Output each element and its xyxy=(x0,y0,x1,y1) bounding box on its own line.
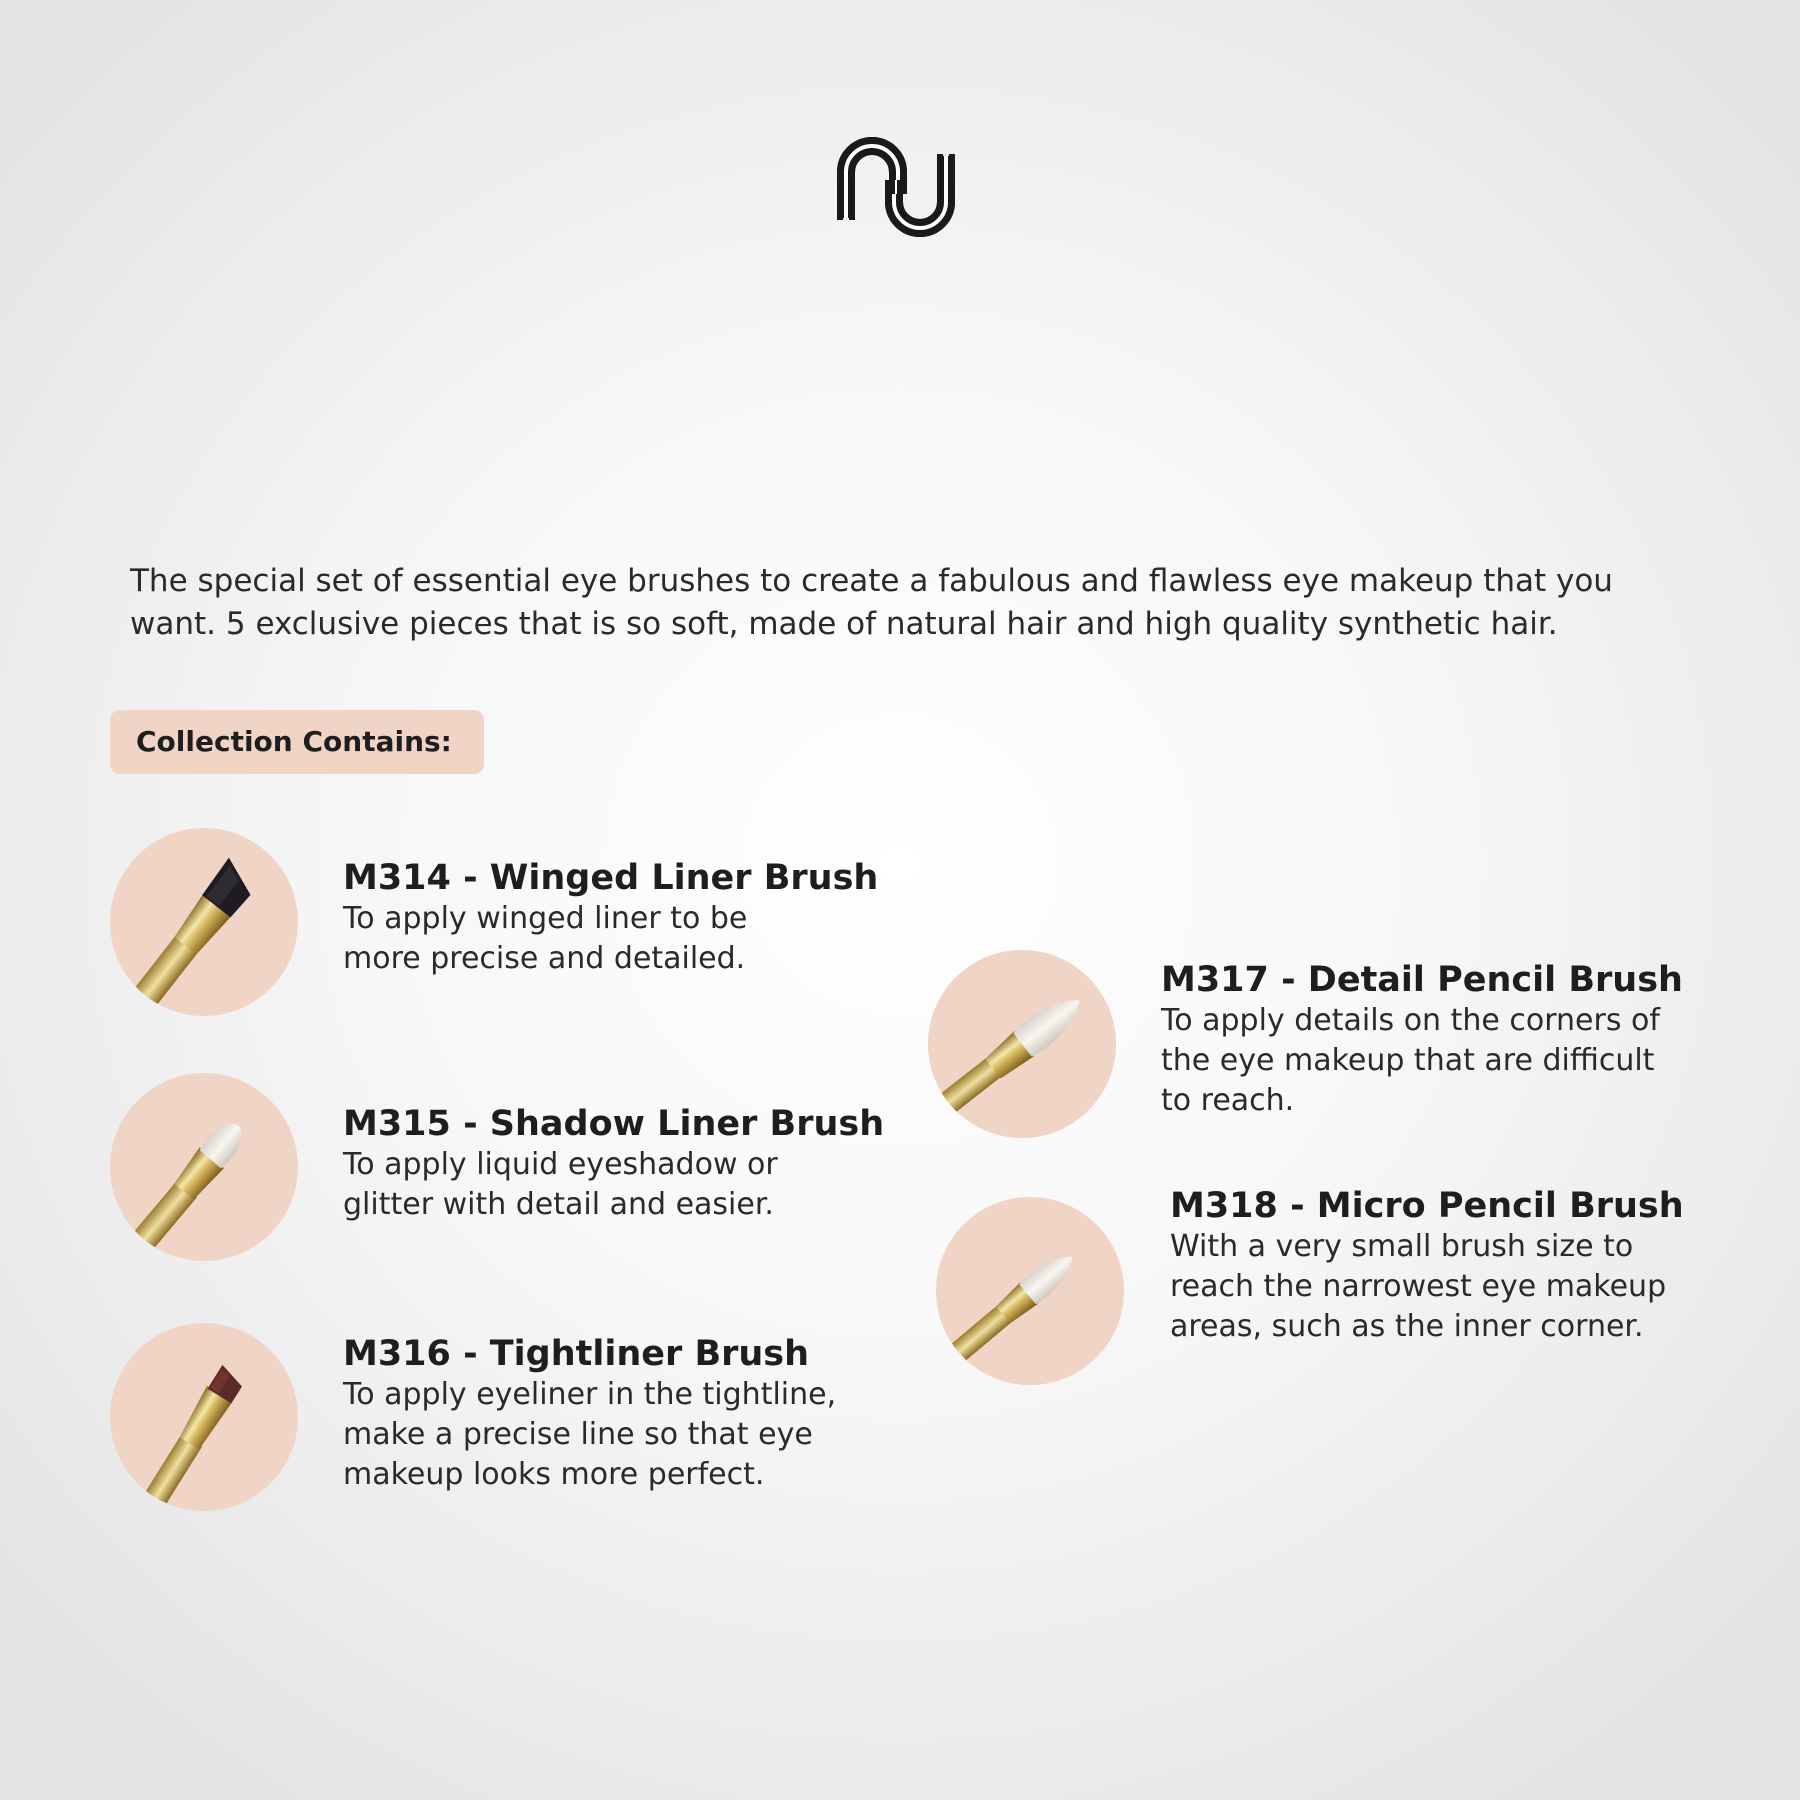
tightliner-brush-icon xyxy=(110,1323,298,1511)
item-title: M316 - Tightliner Brush xyxy=(343,1334,810,1374)
winged-liner-brush-icon xyxy=(110,828,298,1016)
item-description: With a very small brush size to reach the narrowest eye makeup areas, such as the inner corner. xyxy=(1170,1229,1667,1344)
detail-pencil-brush-icon xyxy=(928,950,1116,1138)
item-title: M314 - Winged Liner Brush xyxy=(343,858,879,898)
item-title: M315 - Shadow Liner Brush xyxy=(343,1104,885,1144)
item-description: To apply details on the corners of the eye makeup that are difficult to reach. xyxy=(1161,1003,1660,1118)
collection-label: Collection Contains: xyxy=(110,710,484,774)
shadow-liner-brush-icon xyxy=(110,1073,298,1261)
item-description: To apply liquid eyeshadow or glitter with detail and easier. xyxy=(343,1147,778,1222)
item-title: M317 - Detail Pencil Brush xyxy=(1161,960,1683,1000)
intro-text: The special set of essential eye brushes to create a fabulous and flawless eye makeup that you want. 5 exclusive pieces that is so soft, made of natural hair and high quality synthetic hair. xyxy=(130,563,1613,642)
item-title: M318 - Micro Pencil Brush xyxy=(1170,1186,1684,1226)
item-description: To apply eyeliner in the tightline, make a precise line so that eye makeup looks more perfect. xyxy=(343,1377,837,1492)
brand-logo xyxy=(832,128,960,246)
micro-pencil-brush-icon xyxy=(936,1197,1124,1385)
item-description: To apply winged liner to be more precise and detailed. xyxy=(343,901,748,976)
